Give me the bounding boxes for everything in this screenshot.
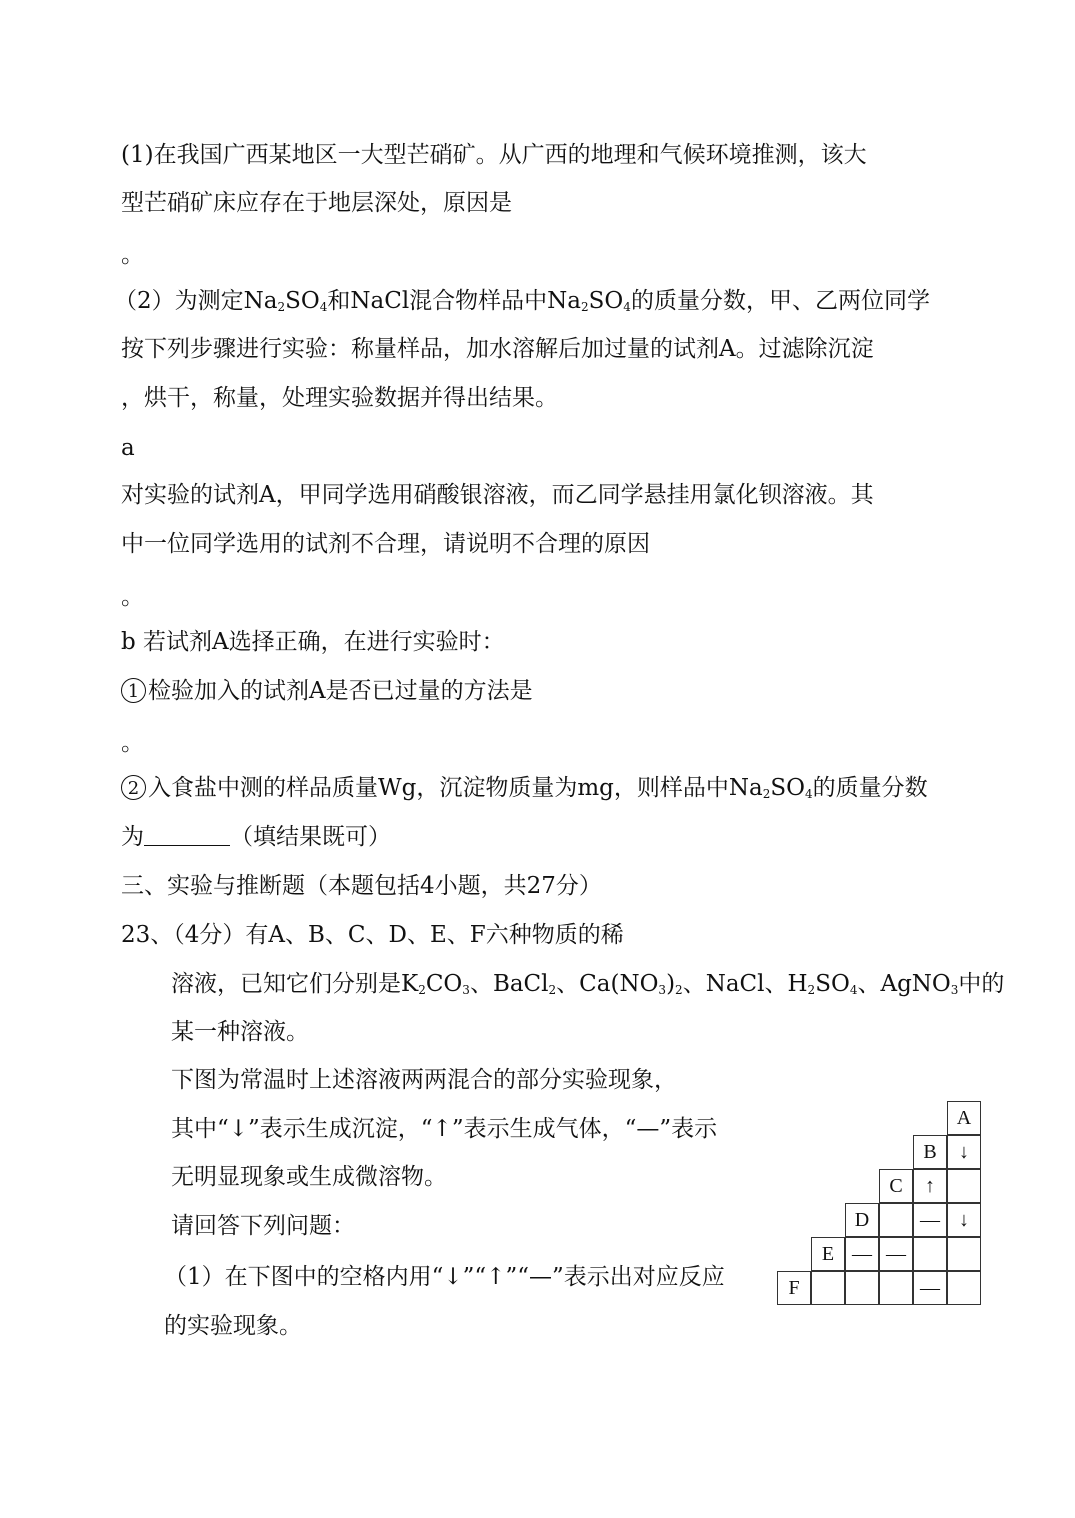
q2-b2-line-2: 为 （填结果既可） <box>121 824 391 850</box>
table-cell: — <box>913 1203 947 1237</box>
table-cell: — <box>913 1271 947 1305</box>
table-cell <box>947 1169 981 1203</box>
q2-b1-line: 1 检验加入的试剂A是否已过量的方法是 <box>121 676 533 706</box>
circled-number-2: 2 <box>121 775 146 800</box>
table-cell <box>879 1271 913 1305</box>
q2-a-line-1: 对实验的试剂A，甲同学选用硝酸银溶液，而乙同学悬挂用氯化钡溶液。其 <box>121 482 874 508</box>
q2-a-end: 。 <box>121 584 144 610</box>
circled-number-1: 1 <box>121 678 146 703</box>
section-3-title: 三、实验与推断题（本题包括4小题，共27分） <box>121 873 602 899</box>
q23-line-5: 其中“↓”表示生成沉淀，“↑”表示生成气体，“—”表示 <box>171 1116 718 1142</box>
table-cell: ↓ <box>947 1135 981 1169</box>
q2-line-3: ，烘干，称量，处理实验数据并得出结果。 <box>121 385 558 411</box>
q2-line-1: （2）为测定$Na_2SO_4$和NaCl混合物样品中$Na_2SO_4$的质量分数，甲、乙两位同学 <box>114 288 930 314</box>
q23-line-9: 的实验现象。 <box>164 1313 302 1339</box>
table-row-label: D <box>845 1203 879 1237</box>
table-cell: — <box>845 1237 879 1271</box>
q2-b-line: b 若试剂A选择正确，在进行实验时： <box>121 629 505 655</box>
q23-line-3: 某一种溶液。 <box>171 1019 309 1045</box>
table-cell <box>913 1237 947 1271</box>
q2-a-line-2: 中一位同学选用的试剂不合理，请说明不合理的原因 <box>121 531 650 557</box>
table-row-label: C <box>879 1169 913 1203</box>
q23-line-7: 请回答下列问题： <box>171 1213 355 1239</box>
table-row-label: F <box>777 1271 811 1305</box>
table-cell <box>947 1271 981 1305</box>
q2-a-label: a <box>121 435 135 461</box>
q23-line-6: 无明显现象或生成微溶物。 <box>171 1164 447 1190</box>
table-cell: ↓ <box>947 1203 981 1237</box>
q23-line-8: （1）在下图中的空格内用“↓”“↑”“—”表示出对应反应 <box>164 1264 725 1290</box>
table-cell <box>879 1203 913 1237</box>
q23-line-4: 下图为常温时上述溶液两两混合的部分实验现象， <box>171 1067 677 1093</box>
table-cell: — <box>879 1237 913 1271</box>
q23-line-1: 23、（4分）有A、B、C、D、E、F六种物质的稀 <box>121 922 624 948</box>
q23-line-2: 溶液，已知它们分别是$K_2CO_3$、BaCl$_2$、$Ca(NO_3)_2$、NaCl、$H_2SO_4$、AgNO$_3$中的 <box>171 971 1005 997</box>
q1-line-1: (1)在我国广西某地区一大型芒硝矿。从广西的地理和气候环境推测，该大 <box>121 142 867 168</box>
table-cell <box>947 1237 981 1271</box>
q1-line-2: 型芒硝矿床应存在于地层深处，原因是 <box>121 190 512 216</box>
table-cell <box>811 1271 845 1305</box>
table-row-label: B <box>913 1135 947 1169</box>
table-row-label: A <box>947 1101 981 1135</box>
q2-b2-line-1: 2 入食盐中测的样品质量Wg，沉淀物质量为mg，则样品中$Na_2SO_4$的质量分数 <box>121 773 928 803</box>
q2-line-2: 按下列步骤进行实验：称量样品，加水溶解后加过量的试剂A。过滤除沉淀 <box>121 336 874 362</box>
q1-end: 。 <box>121 242 144 268</box>
q2-b1-end: 。 <box>121 730 144 756</box>
table-cell: ↑ <box>913 1169 947 1203</box>
table-row-label: E <box>811 1237 845 1271</box>
table-cell <box>845 1271 879 1305</box>
answer-blank <box>144 823 230 846</box>
